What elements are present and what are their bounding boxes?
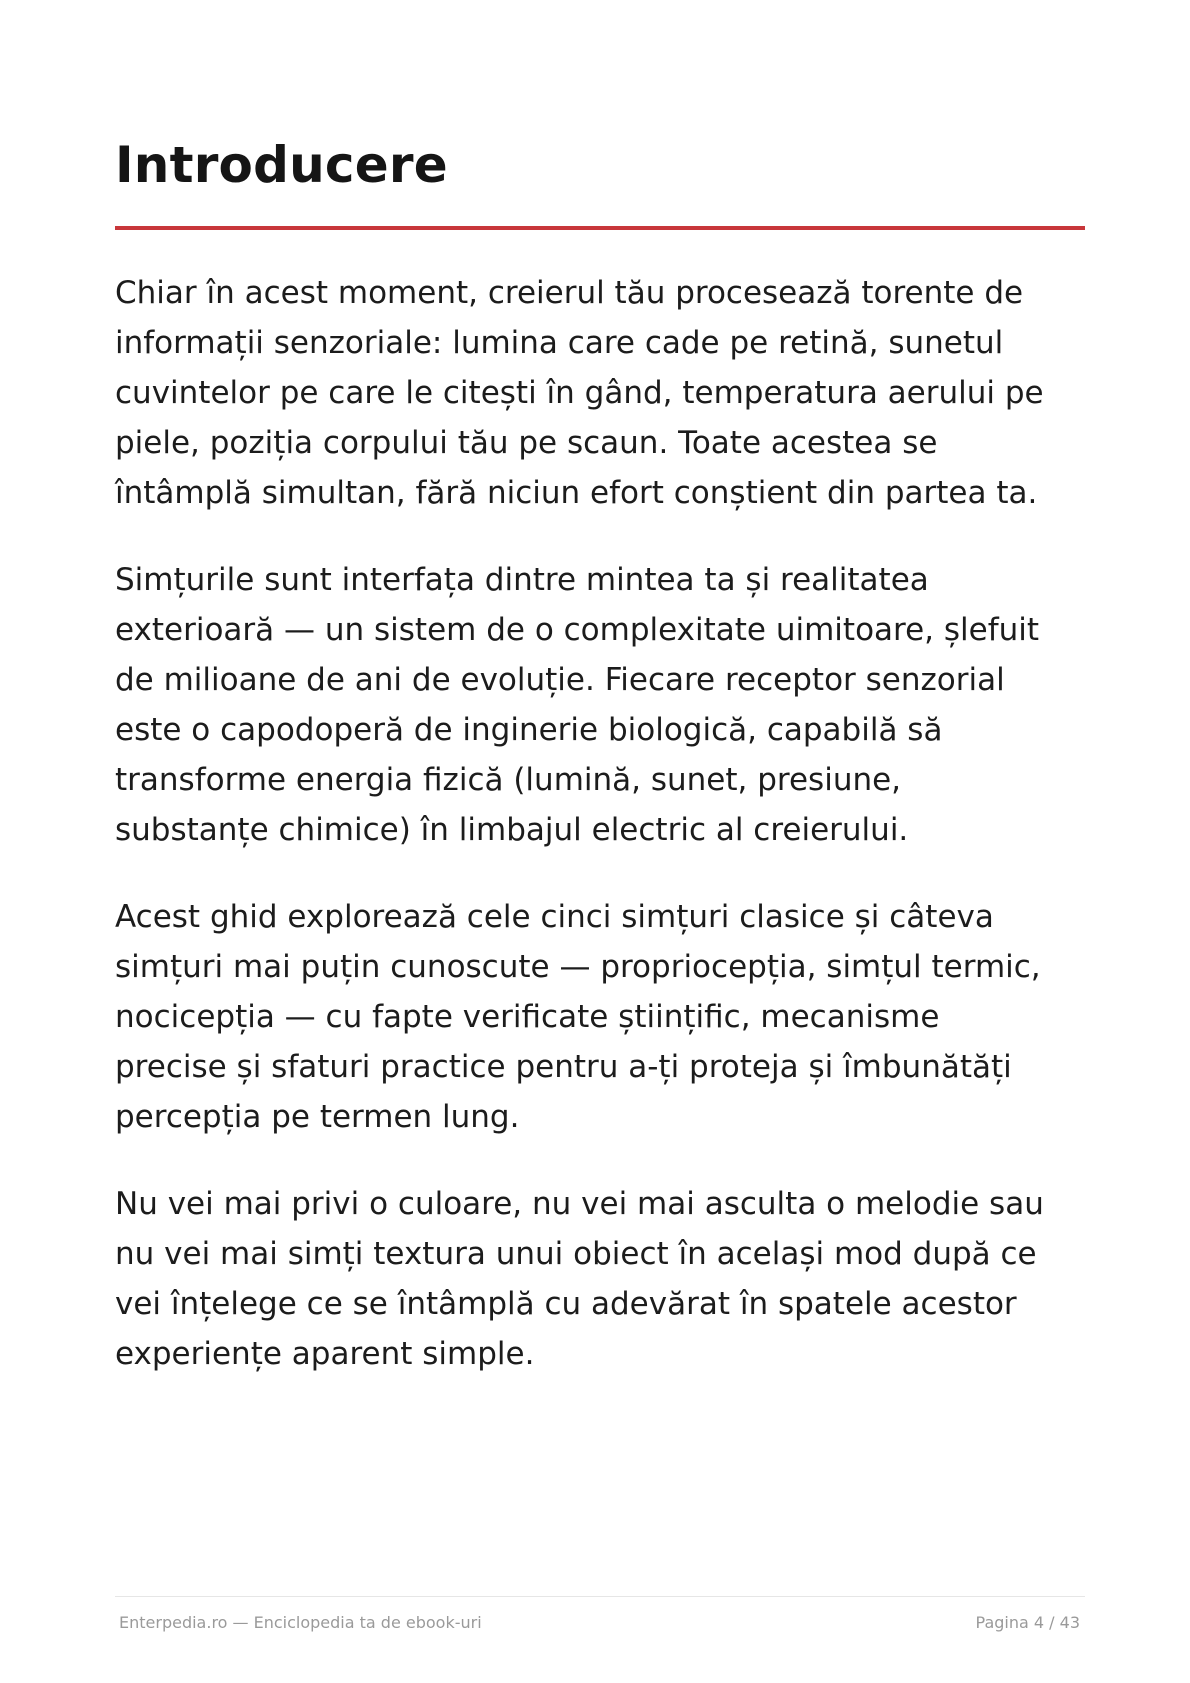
text-line: precise și sfaturi practice pentru a-ți proteja și îmbunătăți xyxy=(115,1049,1012,1085)
paragraph-2 xyxy=(115,555,1105,855)
paragraph-1 xyxy=(115,268,1105,518)
text-line: nocicepția — cu fapte verificate științific, mecanisme xyxy=(115,999,940,1035)
text-line: nu vei mai simți textura unui obiect în același mod după ce xyxy=(115,1236,1037,1272)
text-line: Chiar în acest moment, creierul tău procesează torente de xyxy=(115,275,1024,311)
text-line: întâmplă simultan, fără niciun efort conștient din partea ta. xyxy=(115,475,1038,511)
text-line: Nu vei mai privi o culoare, nu vei mai asculta o melodie sau xyxy=(115,1186,1044,1222)
text-line: simțuri mai puțin cunoscute — propriocepția, simțul termic, xyxy=(115,949,1041,985)
text-line: substanțe chimice) în limbajul electric al creierului. xyxy=(115,812,909,848)
title-divider xyxy=(115,226,1085,230)
footer-divider xyxy=(115,1596,1085,1597)
paragraph-3 xyxy=(115,892,1105,1142)
document-page xyxy=(115,0,1085,1683)
text-line: Simțurile sunt interfața dintre mintea ta și realitatea xyxy=(115,562,929,598)
text-line: Acest ghid explorează cele cinci simțuri clasice și câteva xyxy=(115,899,994,935)
paragraph-4 xyxy=(115,1179,1105,1379)
text-line: este o capodoperă de inginerie biologică, capabilă să xyxy=(115,712,943,748)
text-line: informații senzoriale: lumina care cade pe retină, sunetul xyxy=(115,325,1004,361)
text-line: piele, poziția corpului tău pe scaun. Toate acestea se xyxy=(115,425,938,461)
page-number: Pagina 4 / 43 xyxy=(975,1613,1080,1632)
text-line: transforme energia fizică (lumină, sunet, presiune, xyxy=(115,762,902,798)
text-line: de milioane de ani de evoluție. Fiecare receptor senzorial xyxy=(115,662,1005,698)
text-line: percepția pe termen lung. xyxy=(115,1099,520,1135)
page-title: Introducere xyxy=(115,136,448,194)
text-line: experiențe aparent simple. xyxy=(115,1336,535,1372)
footer-site-credit: Enterpedia.ro — Enciclopedia ta de ebook-uri xyxy=(119,1613,482,1632)
body-text xyxy=(115,268,1105,1416)
text-line: vei înțelege ce se întâmplă cu adevărat în spatele acestor xyxy=(115,1286,1017,1322)
text-line: exterioară — un sistem de o complexitate uimitoare, șlefuit xyxy=(115,612,1040,648)
text-line: cuvintelor pe care le citești în gând, temperatura aerului pe xyxy=(115,375,1044,411)
